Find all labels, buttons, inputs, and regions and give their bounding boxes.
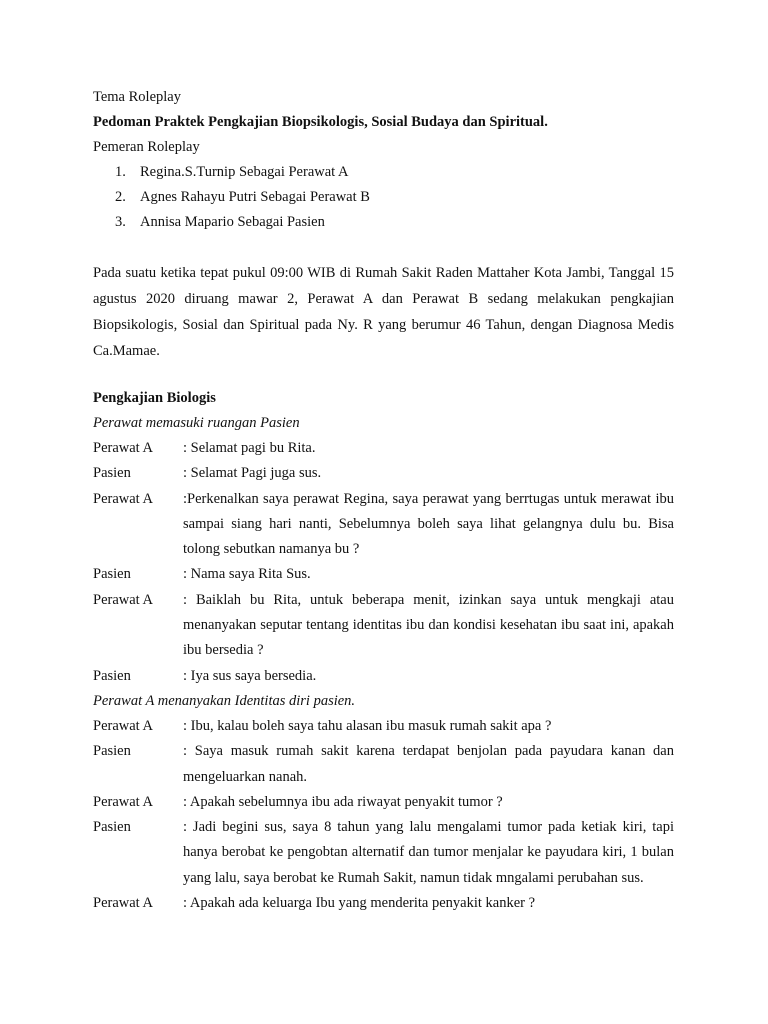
utterance: : Apakah ada keluarga Ibu yang menderita penyakit kanker ? [183,895,536,912]
dialogue-row [93,436,674,461]
utterance: : Jadi begini sus, saya 8 tahun yang lalu mengalami tumor pada ketiak kiri, tapi hanya berobat ke pengobtan alternatif dan tumor menjalar ke payudara kiri, 1 bulan yang lalu, saya berobat ke Rumah Sakit, namun tidak mngalami perubahan sus. [183,819,674,886]
document-title: Pedoman Praktek Pengkajian Biopsikologis, Sosial Budaya dan Spiritual. [93,114,548,130]
cast-label: Pemeran Roleplay [93,139,200,155]
utterance: : Iya sus saya bersedia. [183,667,317,684]
speaker-name: Pasien [93,667,131,684]
utterance: :Perkenalkan saya perawat Regina, saya perawat yang berrtugas untuk merawat ibu sampai siang hari nanti, Sebelumnya boleh saya lihat gelangnya dulu bu. Bisa tolong sebutkan namanya bu ? [183,490,674,558]
cast-item: 3. Annisa Mapario Sebagai Pasien [115,214,325,230]
dialogue-row [93,461,674,486]
cast-list [93,160,674,235]
speaker-name: Perawat A [93,895,153,912]
dialogue-row [93,790,674,815]
intro-paragraph: Pada suatu ketika tepat pukul 09:00 WIB di Rumah Sakit Raden Mattaher Kota Jambi, Tanggal 15 agustus 2020 diruang mawar 2, Perawat A dan Perawat B sedang melakukan pengkajian Biopsikologis, Sosial dan Spiritual pada Ny. R yang berumur 46 Tahun, dengan Diagnosa Medis Ca.Mamae. [93,265,674,359]
dialogue-block [93,436,674,689]
dialogue-block [93,714,674,916]
speaker-name: Pasien [93,743,131,760]
speaker-name: Perawat A [93,490,153,507]
stage-direction: Perawat memasuki ruangan Pasien [93,415,300,431]
document-body [93,85,674,916]
cast-item: 2. Agnes Rahayu Putri Sebagai Perawat B [115,189,370,205]
dialogue-row [93,815,674,891]
dialogue-row [93,588,674,664]
utterance: : Apakah sebelumnya ibu ada riwayat penyakit tumor ? [183,793,503,810]
cast-item: 1. Regina.S.Turnip Sebagai Perawat A [115,164,349,180]
dialogue-row [93,739,674,790]
speaker-name: Pasien [93,819,131,836]
speaker-name: Perawat A [93,591,153,608]
speaker-name: Pasien [93,465,131,482]
speaker-name: Perawat A [93,793,153,810]
dialogue-row [93,562,674,587]
dialogue-row [93,714,674,739]
section-heading: Pengkajian Biologis [93,390,216,406]
utterance: : Ibu, kalau boleh saya tahu alasan ibu masuk rumah sakit apa ? [183,717,552,734]
dialogue-row [93,891,674,916]
dialogue-row [93,664,674,689]
stage-direction: Perawat A menanyakan Identitas diri pasien. [93,692,356,709]
utterance: : Nama saya Rita Sus. [183,566,311,583]
theme-line: Tema Roleplay [93,89,181,105]
utterance: : Selamat Pagi juga sus. [183,465,322,482]
utterance: : Selamat pagi bu Rita. [183,440,316,456]
utterance: : Saya masuk rumah sakit karena terdapat benjolan pada payudara kanan dan mengeluarkan nanah. [183,743,674,785]
utterance: : Baiklah bu Rita, untuk beberapa menit, izinkan saya untuk mengkaji atau menanyakan seputar tentang identitas ibu dan kondisi kesehatan ibu saat ini, apakah ibu bersedia ? [183,591,674,659]
speaker-name: Pasien [93,566,131,583]
dialogue-row [93,487,674,563]
speaker-name: Perawat A [93,717,153,734]
speaker-name: Perawat A [93,440,153,456]
